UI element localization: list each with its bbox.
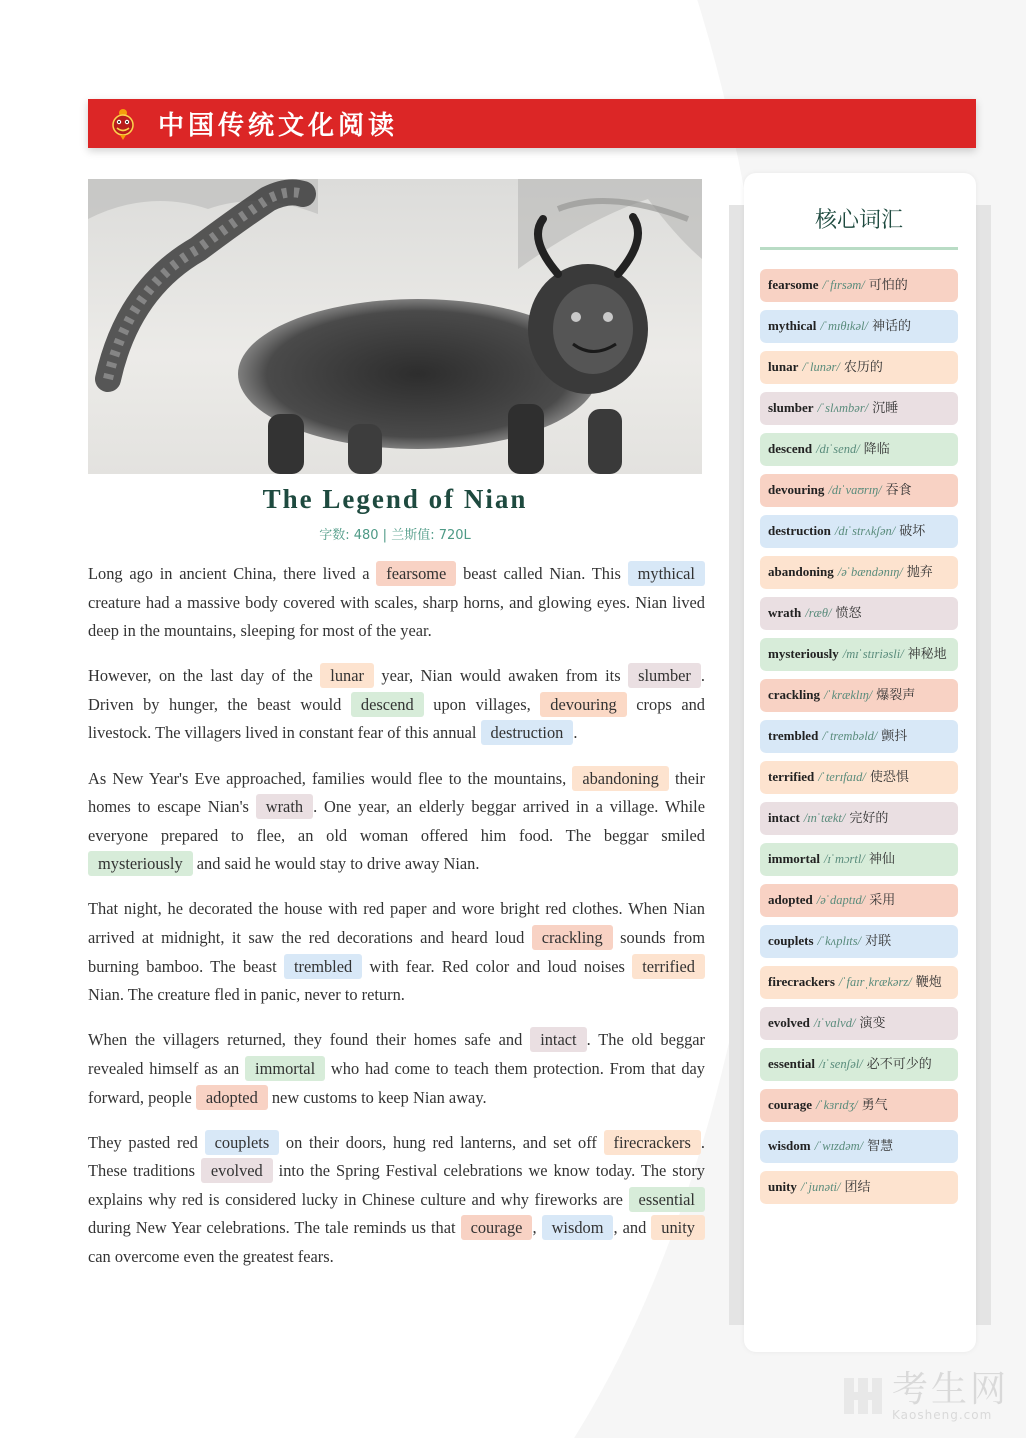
text-run: Nian. The creature fled in panic, never to return. <box>88 985 405 1005</box>
vocab-ipa: /ˈjunəti/ <box>800 1180 841 1194</box>
vocab-ipa: /ˈwɪzdəm/ <box>814 1139 864 1153</box>
vocab-word: essential <box>768 1056 815 1071</box>
vocab-ipa: /dɪˈvaʊrɪŋ/ <box>828 483 882 497</box>
text-run: . These traditions <box>88 1132 705 1181</box>
paragraph <box>88 662 705 748</box>
vocab-word: fearsome <box>768 277 819 292</box>
text-run: When the villagers returned, they found their homes safe and <box>88 1030 531 1050</box>
vocab-highlight: wrath <box>256 794 313 819</box>
vocab-translation: 采用 <box>869 893 896 908</box>
vocab-ipa: /ɪˈsenʃəl/ <box>818 1057 863 1071</box>
vocab-word: adopted <box>768 892 813 907</box>
vocab-word: mythical <box>768 318 817 333</box>
text-run: on their doors, hung red lanterns, and set off <box>279 1132 604 1152</box>
vocab-word: abandoning <box>768 564 834 579</box>
vocab-highlight: fearsome <box>376 561 456 586</box>
vocab-highlight: trembled <box>284 954 362 979</box>
vocab-word: terrified <box>768 769 815 784</box>
vocab-word: firecrackers <box>768 974 835 989</box>
vocab-translation: 团结 <box>844 1180 871 1195</box>
vocab-translation: 神话的 <box>871 319 911 334</box>
vocab-item-mysteriously <box>760 638 958 671</box>
article-body <box>88 560 705 1288</box>
vocab-highlight: mysteriously <box>88 851 193 876</box>
vocab-highlight: firecrackers <box>604 1130 701 1155</box>
vocab-item-lunar <box>760 351 958 384</box>
watermark-subtext: Kaosheng.com <box>892 1407 993 1422</box>
vocab-highlight: essential <box>629 1187 705 1212</box>
vocab-highlight: terrified <box>632 954 705 979</box>
paragraph <box>88 895 705 1009</box>
vocab-translation: 颤抖 <box>881 729 908 744</box>
vocab-ipa: /əˈdaptɪd/ <box>816 893 866 907</box>
vocab-word: courage <box>768 1097 813 1112</box>
vocab-ipa: /əˈbændənɪŋ/ <box>837 565 903 579</box>
vocab-word: immortal <box>768 851 820 866</box>
vocab-word: couplets <box>768 933 814 948</box>
vocab-translation: 演变 <box>859 1016 886 1031</box>
vocab-ipa: /ɪˈvɑlvd/ <box>813 1016 856 1030</box>
vocab-highlight: immortal <box>245 1056 325 1081</box>
vocab-highlight: abandoning <box>572 766 668 791</box>
sidebar-divider <box>760 247 958 250</box>
vocab-translation: 降临 <box>863 442 890 457</box>
text-run: sounds from burning bamboo. The beast <box>88 928 705 976</box>
text-run: . Driven by hunger, the beast would <box>88 666 705 714</box>
vocab-word: crackling <box>768 687 820 702</box>
vocab-item-destruction <box>760 515 958 548</box>
vocab-highlight: lunar <box>320 663 374 688</box>
vocab-highlight: destruction <box>481 720 574 745</box>
vocab-ipa: /dɪˈstrʌkʃən/ <box>834 524 896 538</box>
vocab-ipa: /ɪnˈtækt/ <box>803 811 846 825</box>
vocab-item-wisdom <box>760 1130 958 1163</box>
vocab-highlight: adopted <box>196 1085 268 1110</box>
vocab-translation: 完好的 <box>849 811 889 826</box>
text-run: . The old beggar revealed himself as an <box>88 1030 705 1078</box>
vocab-ipa: /ˈlunər/ <box>802 360 840 374</box>
vocab-highlight: devouring <box>540 692 626 717</box>
paragraph <box>88 765 705 879</box>
vocab-highlight: descend <box>351 692 424 717</box>
vocab-ipa: /ˈkræklɪŋ/ <box>824 688 873 702</box>
text-run: They pasted red <box>88 1132 205 1152</box>
watermark-logo-icon <box>842 1374 886 1418</box>
vocab-translation: 沉睡 <box>872 401 899 416</box>
article-title: The Legend of Nian <box>262 484 528 514</box>
vocab-word: intact <box>768 810 800 825</box>
vocab-word: wisdom <box>768 1138 811 1153</box>
vocab-item-courage <box>760 1089 958 1122</box>
vocab-translation: 破坏 <box>899 524 926 539</box>
vocab-translation: 可怕的 <box>868 278 908 293</box>
article-meta: 字数: 480 | 兰斯值: 720L <box>319 528 471 543</box>
vocab-word: mysteriously <box>768 646 839 661</box>
vocab-item-mythical <box>760 310 958 343</box>
vocab-ipa: /ˈslʌmbər/ <box>817 401 869 415</box>
vocab-highlight: wisdom <box>542 1215 614 1240</box>
vocab-translation: 对联 <box>865 934 892 949</box>
vocab-ipa: /ˈterɪfaɪd/ <box>818 770 866 784</box>
text-run: upon villages, <box>423 694 541 714</box>
vocab-list <box>760 269 958 1212</box>
vocab-item-devouring <box>760 474 958 507</box>
header-banner <box>88 99 976 148</box>
vocab-item-fearsome <box>760 269 958 302</box>
watermark <box>842 1368 1012 1423</box>
vocab-highlight: slumber <box>628 663 701 688</box>
vocab-ipa: /ˈmɪθɪkəl/ <box>820 319 868 333</box>
text-run: crops and livestock. The villagers lived in constant fear of this annual <box>88 694 706 743</box>
vocab-ipa: /dɪˈsend/ <box>816 442 860 456</box>
vocab-translation: 农历的 <box>843 360 883 375</box>
sidebar-title: 核心词汇 <box>814 208 903 233</box>
text-run: As New Year's Eve approached, families would flee to the mountains, <box>88 768 573 788</box>
vocab-item-evolved <box>760 1007 958 1040</box>
vocab-ipa: /ræθ/ <box>805 606 832 620</box>
vocab-ipa: /ˈfaɪrˌkrækərz/ <box>838 975 912 989</box>
vocab-item-intact <box>760 802 958 835</box>
text-run: their homes to escape Nian's <box>88 768 705 817</box>
text-run: during New Year celebrations. The tale reminds us that <box>88 1218 461 1238</box>
vocab-ipa: /ˈtrembəld/ <box>822 729 878 743</box>
text-run: , <box>532 1218 542 1238</box>
vocab-item-crackling <box>760 679 958 712</box>
text-run: . One year, an elderly beggar arrived in a village. While everyone prepared to flee, an old woman offered him food. The beggar smiled <box>88 797 705 845</box>
text-run: and said he would stay to drive away Nian. <box>192 854 480 874</box>
vocab-item-unity <box>760 1171 958 1204</box>
vocab-word: destruction <box>768 523 831 538</box>
text-run: creature had a massive body covered with scales, sharp horns, and glowing eyes. Nian lived deep in the mountains, sleeping for most of the year. <box>88 592 705 641</box>
vocab-item-terrified <box>760 761 958 794</box>
vocab-translation: 爆裂声 <box>876 688 916 703</box>
vocab-ipa: /ˈkʌplɪts/ <box>817 934 862 948</box>
vocabulary-sidebar <box>744 173 976 1352</box>
vocab-ipa: /mɪˈstɪriəsli/ <box>842 647 904 661</box>
vocab-word: trembled <box>768 728 819 743</box>
paragraph <box>88 560 705 646</box>
vocab-item-firecrackers <box>760 966 958 999</box>
vocab-item-slumber <box>760 392 958 425</box>
vocab-item-couplets <box>760 925 958 958</box>
vocab-translation: 神仙 <box>868 852 895 867</box>
vocab-word: slumber <box>768 400 814 415</box>
vocab-item-trembled <box>760 720 958 753</box>
vocab-highlight: unity <box>651 1215 705 1240</box>
vocab-item-essential <box>760 1048 958 1081</box>
vocab-item-abandoning <box>760 556 958 589</box>
vocab-word: descend <box>768 441 813 456</box>
text-run: . <box>573 723 578 743</box>
text-run: new customs to keep Nian away. <box>267 1087 487 1107</box>
text-run: However, on the last day of the <box>88 666 321 686</box>
text-run: can overcome even the greatest fears. <box>88 1246 334 1266</box>
text-run: into the Spring Festival celebrations we know today. The story explains why red is considered lucky in Chinese culture and why fireworks are <box>88 1161 706 1209</box>
vocab-highlight: mythical <box>628 561 705 586</box>
text-run: who had come to teach them protection. From that day forward, people <box>88 1058 705 1107</box>
vocab-word: lunar <box>768 359 799 374</box>
vocab-word: wrath <box>768 605 802 620</box>
vocab-translation: 鞭炮 <box>915 975 942 990</box>
vocab-translation: 智慧 <box>867 1139 894 1154</box>
vocab-translation: 必不可少的 <box>866 1057 932 1072</box>
vocab-ipa: /ˈkɜrɪdʒ/ <box>816 1098 858 1112</box>
vocab-highlight: courage <box>461 1215 533 1240</box>
vocab-highlight: intact <box>530 1027 586 1052</box>
vocab-translation: 勇气 <box>861 1098 888 1113</box>
text-run: , and <box>613 1218 652 1238</box>
vocab-highlight: evolved <box>201 1158 273 1183</box>
text-run: with fear. Red color and loud noises <box>362 956 633 976</box>
ink-painting-nian-beast <box>88 179 702 474</box>
vocab-translation: 愤怒 <box>835 606 862 621</box>
lion-dance-icon <box>88 99 158 148</box>
paragraph <box>88 1026 705 1112</box>
vocab-ipa: /ɪˈmɔrtl/ <box>823 852 865 866</box>
vocab-highlight: couplets <box>205 1130 280 1155</box>
text-run: beast called Nian. This <box>456 564 628 583</box>
vocab-translation: 吞食 <box>885 483 912 498</box>
text-run: Long ago in ancient China, there lived a <box>88 564 377 583</box>
vocab-item-immortal <box>760 843 958 876</box>
vocab-word: devouring <box>768 482 825 497</box>
vocab-word: unity <box>768 1179 797 1194</box>
header-title: 中国传统文化阅读 <box>158 111 399 141</box>
vocab-translation: 抛弃 <box>906 565 933 580</box>
vocab-translation: 神秘地 <box>907 647 947 662</box>
vocab-highlight: crackling <box>532 925 613 950</box>
vocab-translation: 使恐惧 <box>869 770 909 785</box>
vocab-item-wrath <box>760 597 958 630</box>
watermark-text: 考生网 <box>892 1368 1010 1410</box>
vocab-item-adopted <box>760 884 958 917</box>
text-run: year, Nian would awaken from its <box>373 666 629 686</box>
vocab-ipa: /ˈfɪrsəm/ <box>822 278 865 292</box>
vocab-word: evolved <box>768 1015 810 1030</box>
text-run: That night, he decorated the house with red paper and wore bright red clothes. When Nian arrived at midnight, it saw the red decorations and heard loud <box>88 899 705 948</box>
paragraph <box>88 1129 705 1272</box>
vocab-item-descend <box>760 433 958 466</box>
